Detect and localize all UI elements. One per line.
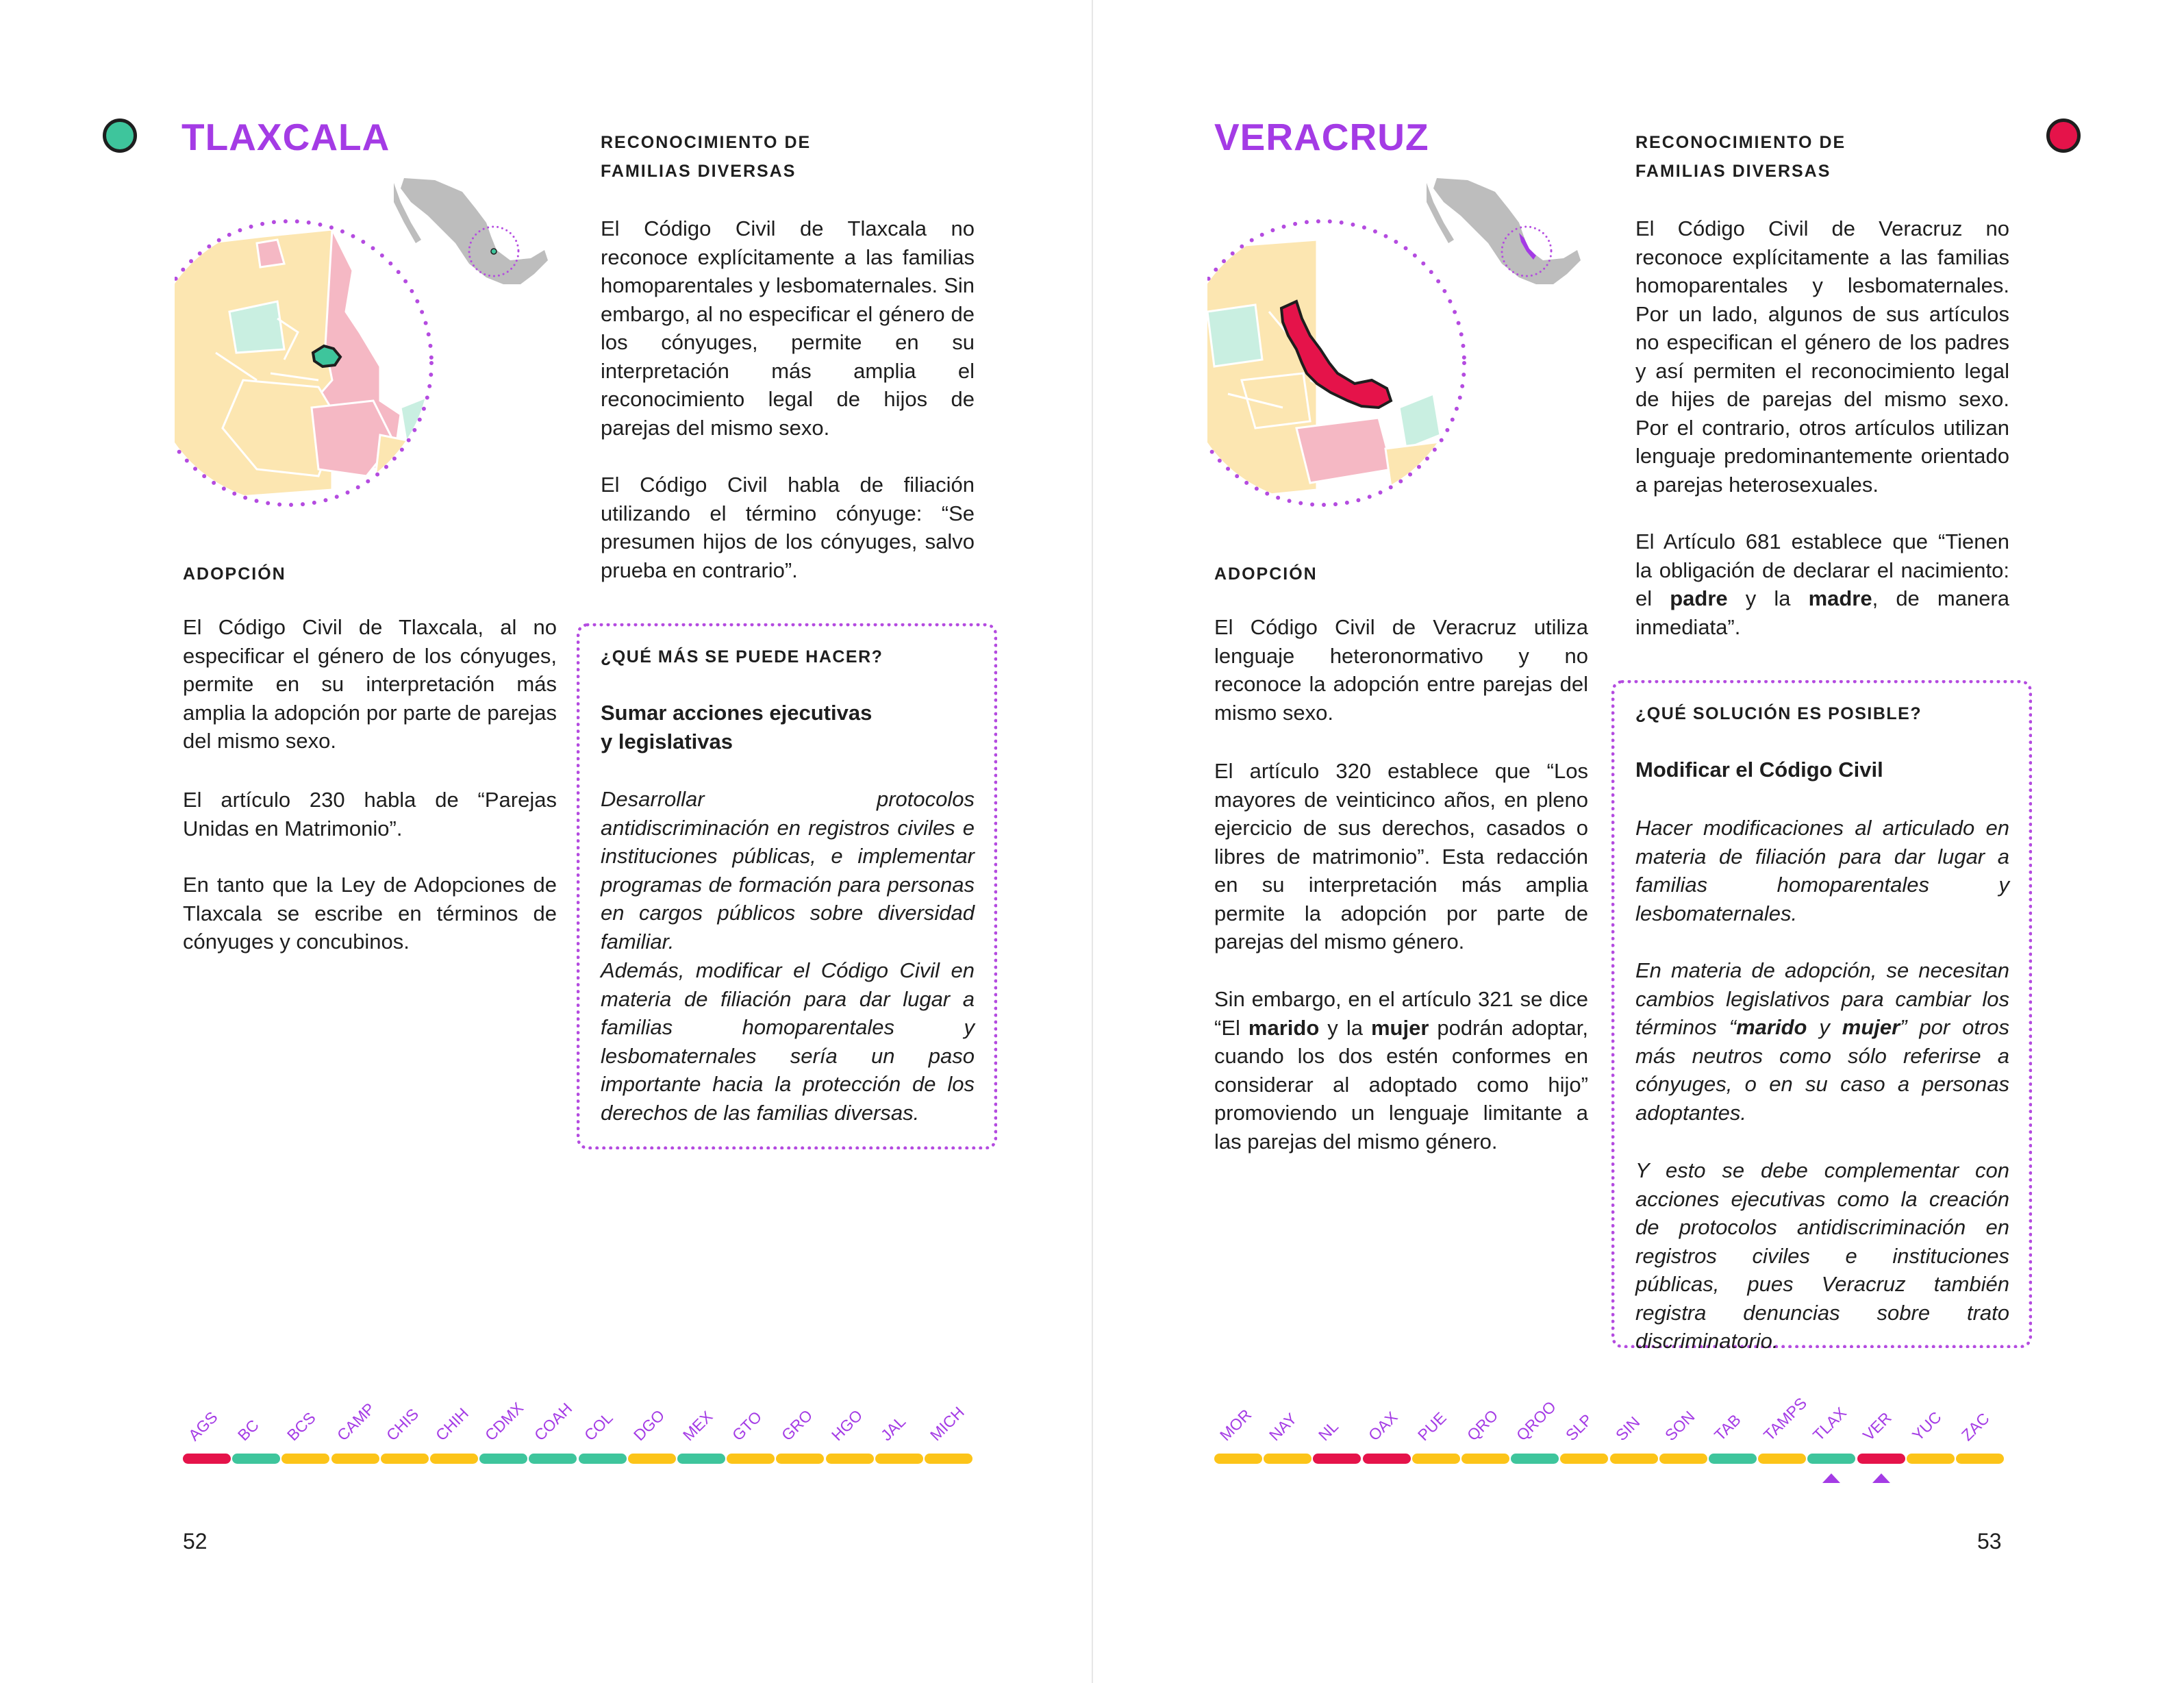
timeline-segment-gto bbox=[727, 1454, 775, 1464]
timeline-label-slp: SLP bbox=[1562, 1410, 1596, 1445]
timeline-label-jal: JAL bbox=[877, 1412, 909, 1445]
timeline-segment-tamps bbox=[1758, 1454, 1806, 1464]
timeline-label-pue: PUE bbox=[1414, 1408, 1450, 1445]
timeline-label-cdmx: CDMX bbox=[481, 1399, 527, 1445]
timeline-segment-qro bbox=[1461, 1454, 1509, 1464]
page-number: 52 bbox=[183, 1529, 208, 1554]
timeline-segment-nl bbox=[1313, 1454, 1361, 1464]
adopcion-heading: ADOPCIÓN bbox=[1214, 564, 1318, 584]
timeline-segment-jal bbox=[875, 1454, 923, 1464]
timeline-label-col: COL bbox=[580, 1408, 616, 1445]
reconocimiento-heading: RECONOCIMIENTO DE FAMILIAS DIVERSAS bbox=[1635, 133, 1846, 181]
regional-map bbox=[175, 216, 435, 517]
adopcion-paragraph: En tanto que la Ley de Adopciones de Tlaxcala se escribe en términos de cónyuges y concubinos. bbox=[183, 873, 557, 953]
timeline-label-qro: QRO bbox=[1463, 1406, 1502, 1445]
adopcion-paragraph: El Código Civil de Tlaxcala, al no especificar el género de los cónyuges, permite en su interpretación más amplia la adopción por parte de parejas del mismo sexo. bbox=[183, 615, 557, 753]
state-title: VERACRUZ bbox=[1214, 116, 1429, 158]
timeline-label-nl: NL bbox=[1315, 1417, 1342, 1445]
timeline-segment-camp bbox=[331, 1454, 379, 1464]
timeline-label-ags: AGS bbox=[184, 1408, 221, 1445]
page-right bbox=[1093, 0, 2184, 1683]
timeline-segment-hgo bbox=[826, 1454, 874, 1464]
timeline-label-camp: CAMP bbox=[333, 1399, 378, 1445]
timeline-label-mex: MEX bbox=[679, 1407, 716, 1445]
reconocimiento-paragraph: El Artículo 681 establece que “Tienen la obligación de declarar el nacimiento: el padre y la madre, de manera inmediata”. bbox=[1635, 529, 2009, 639]
timeline-label-tlax: TLAX bbox=[1809, 1404, 1850, 1445]
state-title: TLAXCALA bbox=[181, 116, 390, 158]
timeline-segment-oax bbox=[1363, 1454, 1411, 1464]
box-paragraph: Hacer modificaciones al articulado en materia de filiación para dar lugar a familias homoparentales y lesbomaternales. bbox=[1635, 816, 2009, 925]
box-paragraph: Y esto se debe complementar con acciones ejecutivas como la creación de protocolos antidiscriminación en registros civiles e instituciones públicas, pues Veracruz también registra denuncias sobre trato discriminatorio. bbox=[1635, 1158, 2009, 1353]
adopcion-heading: ADOPCIÓN bbox=[183, 564, 286, 584]
timeline-label-chis: CHIS bbox=[382, 1405, 422, 1445]
timeline-segment-mex bbox=[677, 1454, 725, 1464]
timeline-label-bcs: BCS bbox=[284, 1408, 320, 1445]
adopcion-paragraph: El Código Civil de Veracruz utiliza lenguaje heteronormativo y no reconoce la adopción entre parejas del mismo sexo. bbox=[1214, 615, 1588, 725]
box-heading: ¿QUÉ MÁS SE PUEDE HACER? bbox=[601, 647, 883, 666]
timeline-segment-pue bbox=[1412, 1454, 1460, 1464]
timeline-segment-slp bbox=[1560, 1454, 1608, 1464]
timeline-marker-ver bbox=[1872, 1473, 1890, 1483]
reconocimiento-heading: RECONOCIMIENTO DE FAMILIAS DIVERSAS bbox=[601, 133, 812, 181]
timeline-label-oax: OAX bbox=[1364, 1408, 1401, 1445]
timeline-segment-mich bbox=[925, 1454, 972, 1464]
timeline-segment-tab bbox=[1709, 1454, 1757, 1464]
mexico-locator-map bbox=[394, 178, 548, 284]
timeline-label-yuc: YUC bbox=[1908, 1408, 1945, 1445]
timeline-segment-cdmx bbox=[479, 1454, 527, 1464]
timeline-marker-tlax bbox=[1822, 1473, 1840, 1483]
reconocimiento-paragraph: El Código Civil de Tlaxcala no reconoce explícitamente a las familias homoparentales y lesbomaternales. Sin embargo, al no especificar el género de los cónyuges, permite en su interpretación más amplia el reconocimiento legal de hijos de parejas del mismo sexo. bbox=[601, 216, 975, 440]
timeline-segment-chih bbox=[430, 1454, 478, 1464]
timeline-segment-ver bbox=[1857, 1454, 1905, 1464]
box-subheading: Sumar acciones ejecutivas y legislativas bbox=[601, 701, 873, 753]
box-paragraph: Además, modificar el Código Civil en materia de filiación para dar lugar a familias homoparentales y lesbomaternales sería un paso importante hacia la protección de los derechos de las familias diversas. bbox=[601, 958, 975, 1125]
timeline-segment-dgo bbox=[628, 1454, 676, 1464]
tlaxcala-map bbox=[175, 175, 558, 531]
adopcion-paragraph: Sin embargo, en el artículo 321 se dice “El marido y la mujer podrán adoptar, cuando los dos estén conformes en considerar al adoptado como hijo” promoviendo un lenguaje limitante a las parejas del mismo género. bbox=[1214, 987, 1589, 1154]
timeline-segment-qroo bbox=[1511, 1454, 1559, 1464]
timeline-label-nay: NAY bbox=[1266, 1409, 1301, 1445]
timeline-label-coah: COAH bbox=[531, 1399, 576, 1445]
box-paragraph: En materia de adopción, se necesitan cambios legislativos para cambiar los términos “marido y mujer” por otros más neutros como sólo referirse a cónyuges, o en su caso a personas adoptantes. bbox=[1635, 958, 2009, 1125]
reconocimiento-paragraph: El Código Civil de Veracruz no reconoce explícitamente a las familias homoparentales y lesbomaternales. Por un lado, algunos de sus artículos no especifican el género de los padres y así permiten el reconocimiento legal de hijes de parejas del mismo sexo. Por el contrario, otros artículos utilizan lenguaje predominantemente orientado a parejas heterosexuales. bbox=[1635, 216, 2009, 497]
timeline-label-sin: SIN bbox=[1611, 1412, 1643, 1445]
mexico-locator-map bbox=[1427, 178, 1581, 284]
timeline-label-gro: GRO bbox=[778, 1406, 816, 1445]
timeline-label-mor: MOR bbox=[1216, 1405, 1255, 1445]
timeline-label-hgo: HGO bbox=[827, 1406, 866, 1445]
timeline-label-son: SON bbox=[1661, 1407, 1698, 1445]
timeline-label-zac: ZAC bbox=[1957, 1409, 1993, 1445]
timeline-segment-coah bbox=[529, 1454, 577, 1464]
status-marker-dot bbox=[2046, 119, 2081, 153]
veracruz-map bbox=[1207, 175, 1591, 531]
timeline-label-tab: TAB bbox=[1710, 1410, 1744, 1445]
box-subheading: Modificar el Código Civil bbox=[1635, 758, 1883, 782]
reconocimiento-paragraph: El Código Civil habla de filiación utilizando el término cónyuge: “Se presumen hijos de los cónyuges, salvo prueba en contrario”. bbox=[601, 473, 975, 582]
adopcion-paragraph: El artículo 230 habla de “Parejas Unidas en Matrimonio”. bbox=[183, 788, 557, 840]
timeline-segment-col bbox=[579, 1454, 627, 1464]
timeline-segment-zac bbox=[1956, 1454, 2004, 1464]
timeline-segment-son bbox=[1659, 1454, 1707, 1464]
timeline-segment-tlax bbox=[1807, 1454, 1855, 1464]
timeline-segment-nay bbox=[1264, 1454, 1311, 1464]
timeline-segment-bcs bbox=[281, 1454, 329, 1464]
timeline-label-gto: GTO bbox=[729, 1407, 766, 1445]
timeline-segment-chis bbox=[381, 1454, 429, 1464]
timeline-segment-yuc bbox=[1907, 1454, 1955, 1464]
timeline-label-bc: BC bbox=[234, 1416, 263, 1445]
timeline-segment-mor bbox=[1214, 1454, 1262, 1464]
timeline-label-tamps: TAMPS bbox=[1760, 1394, 1811, 1445]
timeline-label-ver: VER bbox=[1859, 1408, 1895, 1445]
regional-map bbox=[1207, 216, 1468, 517]
timeline-segment-bc bbox=[232, 1454, 280, 1464]
timeline-segment-sin bbox=[1610, 1454, 1658, 1464]
timeline-label-mich: MICH bbox=[926, 1403, 968, 1445]
adopcion-paragraph: El artículo 320 establece que “Los mayores de veinticinco años, en pleno ejercicio de sus derechos, casados o libres de matrimonio”. Esta redacción en su interpretación más amplia permite la adopción por parte de parejas del mismo género. bbox=[1214, 759, 1588, 953]
timeline-label-qroo: QROO bbox=[1513, 1397, 1560, 1445]
status-marker-dot bbox=[103, 119, 137, 153]
timeline-segment-ags bbox=[183, 1454, 231, 1464]
box-heading: ¿QUÉ SOLUCIÓN ES POSIBLE? bbox=[1635, 704, 1922, 723]
timeline-segment-gro bbox=[776, 1454, 824, 1464]
timeline-label-dgo: DGO bbox=[629, 1406, 668, 1445]
box-paragraph: Desarrollar protocolos antidiscriminación en registros civiles e instituciones públicas, e implementar programas de formación para personas en cargos públicos sobre diversidad familiar. bbox=[601, 787, 975, 953]
timeline-label-chih: CHIH bbox=[431, 1404, 473, 1445]
page-number: 53 bbox=[1977, 1529, 2002, 1554]
